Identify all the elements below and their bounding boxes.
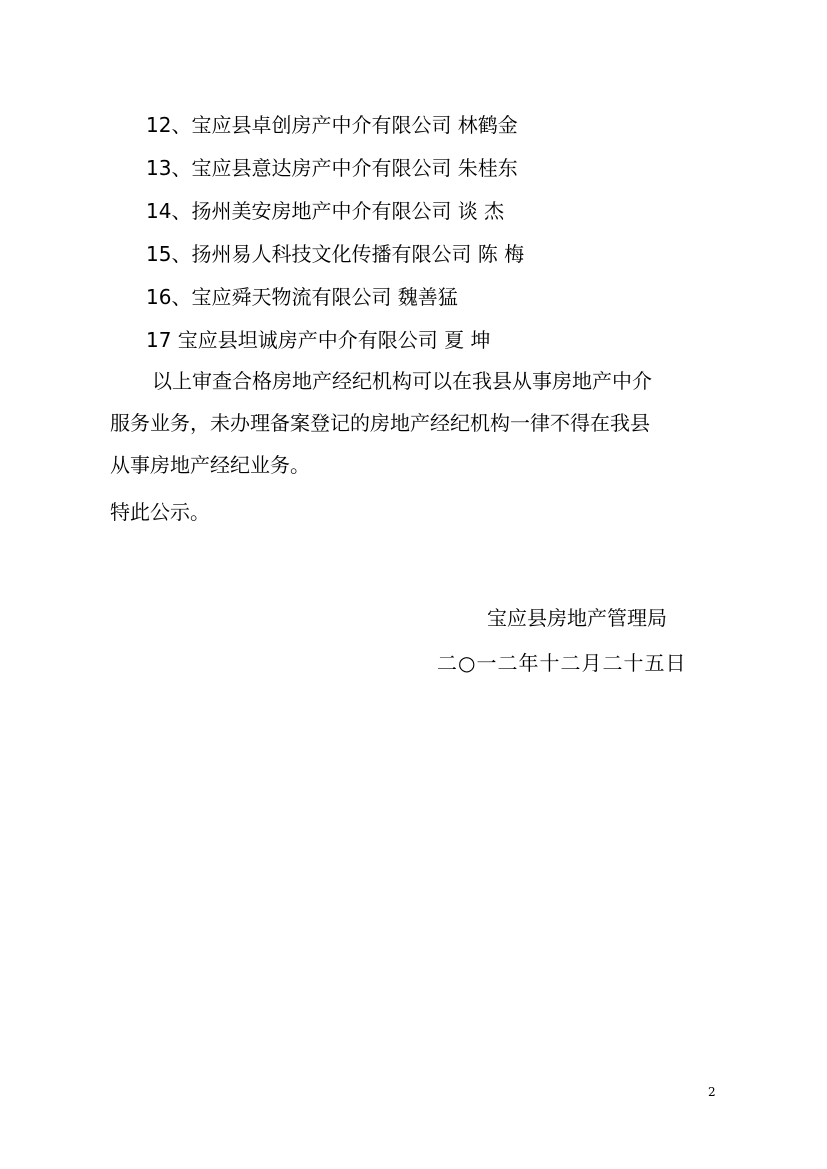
paragraph-line-2: 服务业务，未办理备案登记的房地产经纪机构一律不得在我县 bbox=[110, 411, 650, 435]
list-item: 12、宝应县卓创房产中介有限公司 林鹤金 bbox=[146, 113, 518, 137]
paragraph-line-3: 从事房地产经纪业务。 bbox=[110, 453, 310, 477]
paragraph-line-1: 以上审查合格房地产经纪机构可以在我县从事房地产中介 bbox=[152, 369, 652, 393]
notice-paragraph bbox=[110, 360, 720, 486]
agency-list bbox=[146, 104, 524, 362]
list-item: 15、扬州易人科技文化传播有限公司 陈 梅 bbox=[146, 242, 525, 266]
list-item: 17 宝应县坦诚房产中介有限公司 夏 坤 bbox=[146, 328, 491, 352]
page-number: 2 bbox=[708, 1085, 716, 1099]
list-item: 14、扬州美安房地产中介有限公司 谈 杰 bbox=[146, 199, 505, 223]
closing-text: 特此公示。 bbox=[110, 500, 210, 524]
issue-date: 二○一二年十二月二十五日 bbox=[437, 651, 687, 675]
issuing-authority: 宝应县房地产管理局 bbox=[487, 606, 667, 630]
list-item: 13、宝应县意达房产中介有限公司 朱桂东 bbox=[146, 156, 518, 180]
list-item: 16、宝应舜天物流有限公司 魏善猛 bbox=[146, 285, 458, 309]
